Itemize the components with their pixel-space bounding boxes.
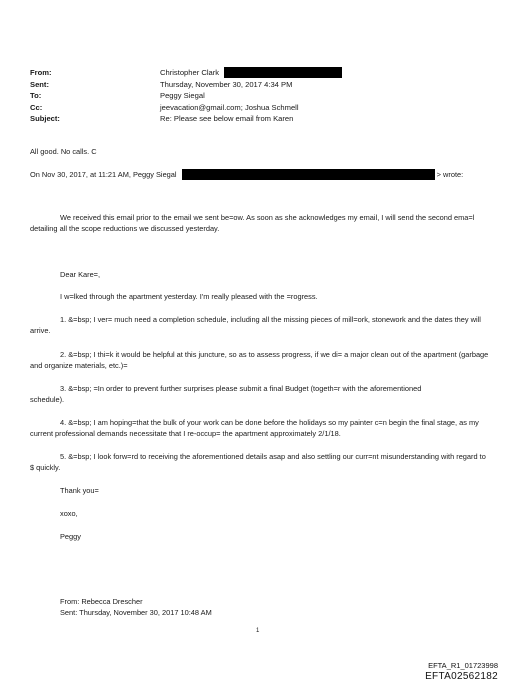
- bates-number-1: EFTA_R1_01723998: [428, 661, 498, 670]
- redaction-block: [224, 67, 342, 78]
- cc-value: jeevacation@gmail.com; Joshua Schmell: [160, 103, 299, 112]
- intro-paragraph: We received this email prior to the email we sent be=ow. As soon as she acknowledges my email, I will send the second ema=l detailing all the scope reductions we discussed yesterday.: [30, 213, 475, 233]
- sent-label: Sent:: [30, 80, 49, 89]
- paragraph-walkthrough: I w=lked through the apartment yesterday. I'm really pleased with the =rogress.: [60, 292, 318, 301]
- reply-text: All good. No calls. C: [30, 147, 97, 156]
- cc-label: Cc:: [30, 103, 43, 112]
- subject-label: Subject:: [30, 114, 60, 123]
- closing-thanks: Thank you=: [60, 486, 99, 495]
- quote-prefix: On Nov 30, 2017, at 11:21 AM, Peggy Siegal: [30, 170, 177, 179]
- from-label: From:: [30, 68, 52, 77]
- list-item-3: 3. &=bsp; =In order to prevent further surprises please submit a final Budget (togeth=r with the aforementioned schedule).: [30, 384, 422, 404]
- forward-sent: Sent: Thursday, November 30, 2017 10:48 AM: [60, 608, 212, 617]
- list-item-4: 4. &=bsp; I am hoping=that the bulk of your work can be done before the holidays so my painter c=n begin the final stage, as my current professional demands necessitate that I re-occup= the apartment approximately 2/1/18.: [30, 418, 479, 438]
- signature: Peggy: [60, 532, 81, 541]
- from-name: Christopher Clark: [160, 68, 220, 77]
- salutation: Dear Kare=,: [60, 270, 101, 279]
- bates-number-2: EFTA02562182: [425, 671, 498, 682]
- page-number: 1: [256, 628, 260, 634]
- sent-value: Thursday, November 30, 2017 4:34 PM: [160, 80, 293, 89]
- closing-xoxo: xoxo,: [60, 509, 78, 518]
- quote-line: [30, 170, 463, 181]
- forward-from: From: Rebecca Drescher: [60, 597, 143, 606]
- list-item-2: 2. &=bsp; I thi=k it would be helpful at this juncture, so as to assess progress, if we di= a major clean out of the apartment (garbage and organize materials, etc.)=: [30, 350, 489, 370]
- redaction-block: [182, 169, 435, 180]
- subject-value: Re: Please see below email from Karen: [160, 114, 294, 123]
- to-value: Peggy Siegal: [160, 91, 205, 100]
- list-item-5: 5. &=bsp; I look forw=rd to receiving the aforementioned details asap and also settling our curr=nt misunderstanding with regard to $ quickly.: [30, 452, 486, 472]
- from-value: [160, 68, 342, 78]
- quote-suffix: > wrote:: [436, 170, 464, 179]
- list-item-1: 1. &=bsp; I ver= much need a completion schedule, including all the missing pieces of mill=ork, stonework and the dates they will arrive.: [30, 315, 481, 335]
- to-label: To:: [30, 91, 42, 100]
